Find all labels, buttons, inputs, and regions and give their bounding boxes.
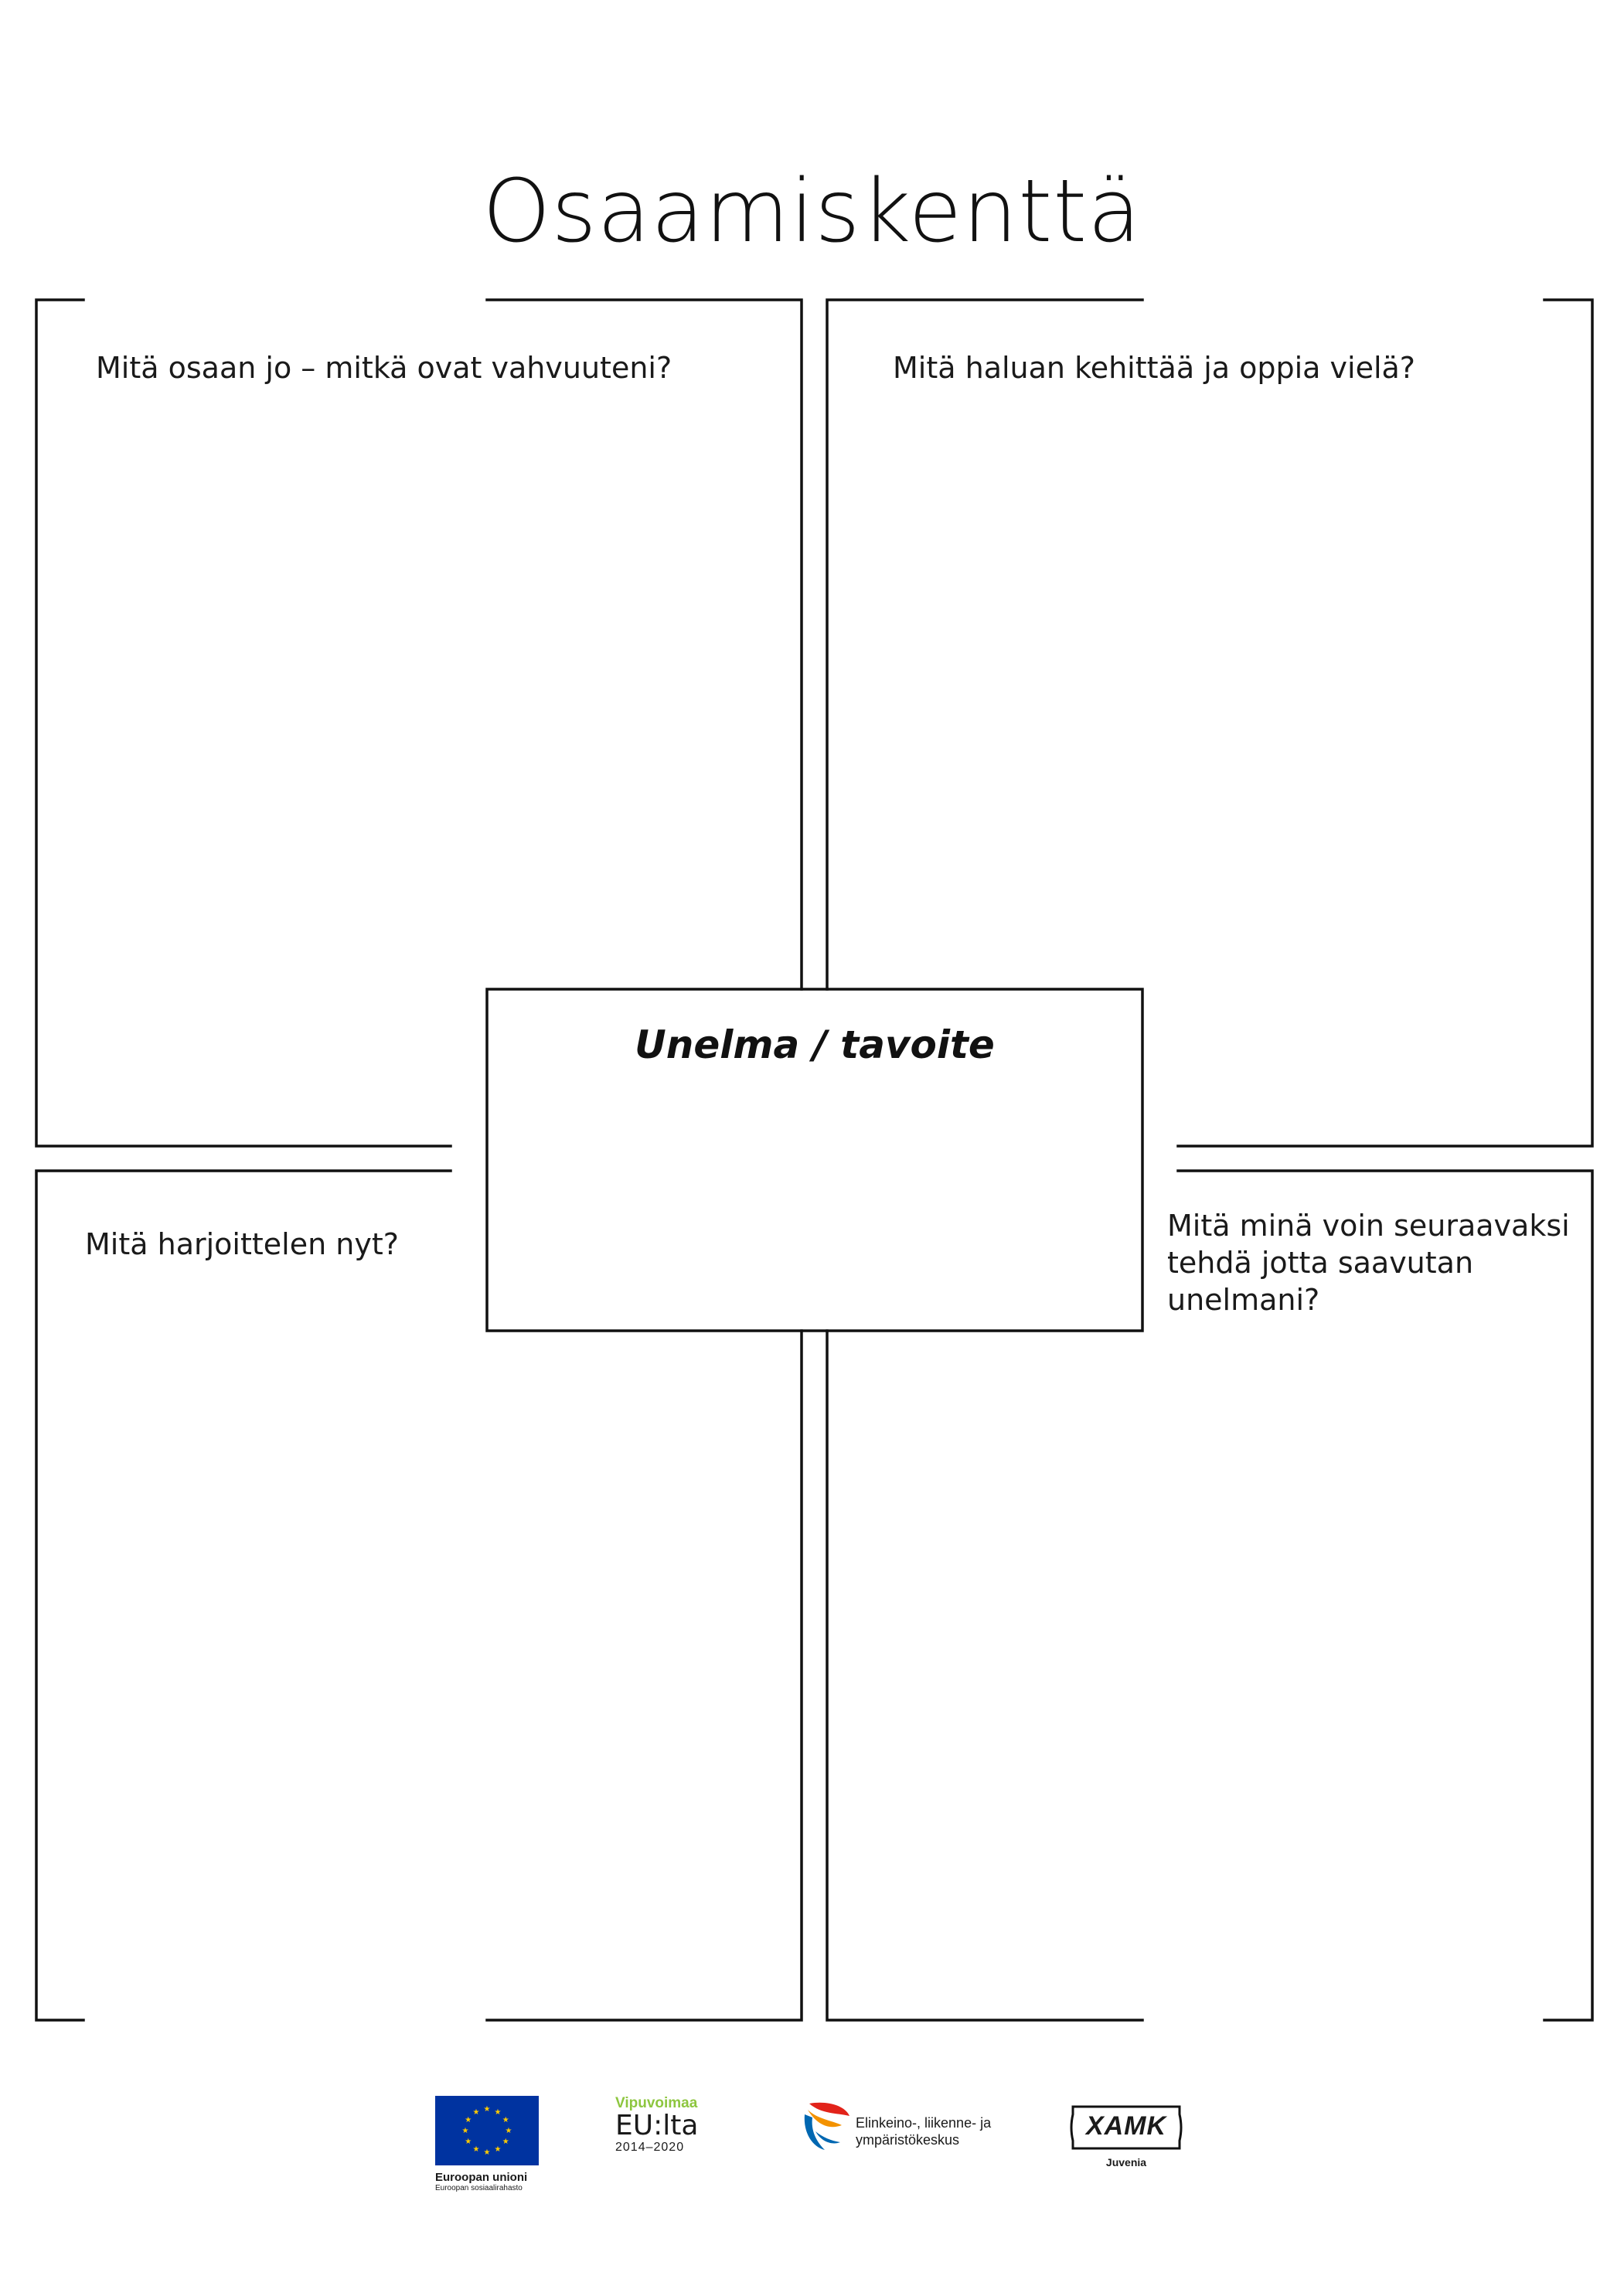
eu-star-icon: ★ bbox=[502, 2116, 509, 2124]
prompt-next-steps-line-2: tehdä jotta saavutan bbox=[1167, 1246, 1474, 1280]
xamk-logo bbox=[1065, 2104, 1197, 2168]
vipuvoimaa-logo bbox=[615, 2096, 723, 2155]
eu-star-icon: ★ bbox=[483, 2105, 491, 2114]
prompt-strengths: Mitä osaan jo – mitkä ovat vahvuuteni? bbox=[96, 351, 672, 385]
eu-flag-icon bbox=[435, 2096, 539, 2165]
center-goal-label: Unelma / tavoite bbox=[635, 1022, 995, 1067]
eu-logo-line2: Euroopan sosiaalirahasto bbox=[435, 2184, 523, 2192]
quadrant-bottom-right-border-bottom bbox=[827, 1331, 1142, 2020]
quadrant-bottom-left-border-bottom bbox=[487, 1331, 802, 2020]
eu-star-icon: ★ bbox=[472, 2145, 480, 2155]
prompt-develop: Mitä haluan kehittää ja oppia vielä? bbox=[893, 351, 1415, 385]
eu-star-icon: ★ bbox=[461, 2127, 469, 2135]
vipuvoimaa-logo-line2: EU:lta bbox=[615, 2110, 699, 2141]
eu-star-icon: ★ bbox=[494, 2145, 502, 2155]
prompt-next-steps bbox=[1167, 1207, 1585, 1318]
eu-star-icon: ★ bbox=[465, 2138, 472, 2146]
eu-star-icon: ★ bbox=[465, 2116, 472, 2124]
ely-leaf-icon bbox=[802, 2099, 851, 2153]
logo-footer bbox=[0, 2087, 1624, 2202]
xamk-logo-name: XAMK bbox=[1085, 2111, 1167, 2141]
vipuvoimaa-logo-line3: 2014–2020 bbox=[615, 2141, 685, 2154]
eu-star-icon: ★ bbox=[505, 2127, 512, 2135]
ely-logo-line1: Elinkeino-, liikenne- ja bbox=[856, 2115, 992, 2131]
eu-logo bbox=[435, 2096, 543, 2192]
vipuvoimaa-logo-line1: Vipuvoimaa bbox=[615, 2095, 698, 2111]
quadrant-top-right-border-right bbox=[1178, 300, 1592, 1146]
ely-logo-line2: ympäristökeskus bbox=[856, 2132, 960, 2148]
prompt-practicing: Mitä harjoittelen nyt? bbox=[85, 1227, 399, 1261]
quadrant-top-right-border bbox=[827, 300, 1142, 989]
quadrant-bottom-left-border bbox=[36, 1171, 451, 2020]
eu-star-icon: ★ bbox=[472, 2107, 480, 2117]
eu-star-icon: ★ bbox=[494, 2107, 502, 2117]
prompt-next-steps-line-1: Mitä minä voin seuraavaksi bbox=[1167, 1209, 1570, 1243]
prompt-next-steps-line-3: unelmani? bbox=[1167, 1283, 1320, 1317]
page-title: Osaamiskenttä bbox=[482, 162, 1142, 262]
xamk-logo-sub: Juvenia bbox=[1105, 2156, 1147, 2168]
eu-star-icon: ★ bbox=[483, 2148, 491, 2157]
quadrant-top-left-border bbox=[36, 300, 451, 1146]
eu-logo-line1: Euroopan unioni bbox=[435, 2171, 528, 2184]
ely-logo bbox=[802, 2099, 1003, 2161]
quadrant-top-left-border-top bbox=[487, 300, 802, 989]
eu-star-icon: ★ bbox=[502, 2138, 509, 2146]
